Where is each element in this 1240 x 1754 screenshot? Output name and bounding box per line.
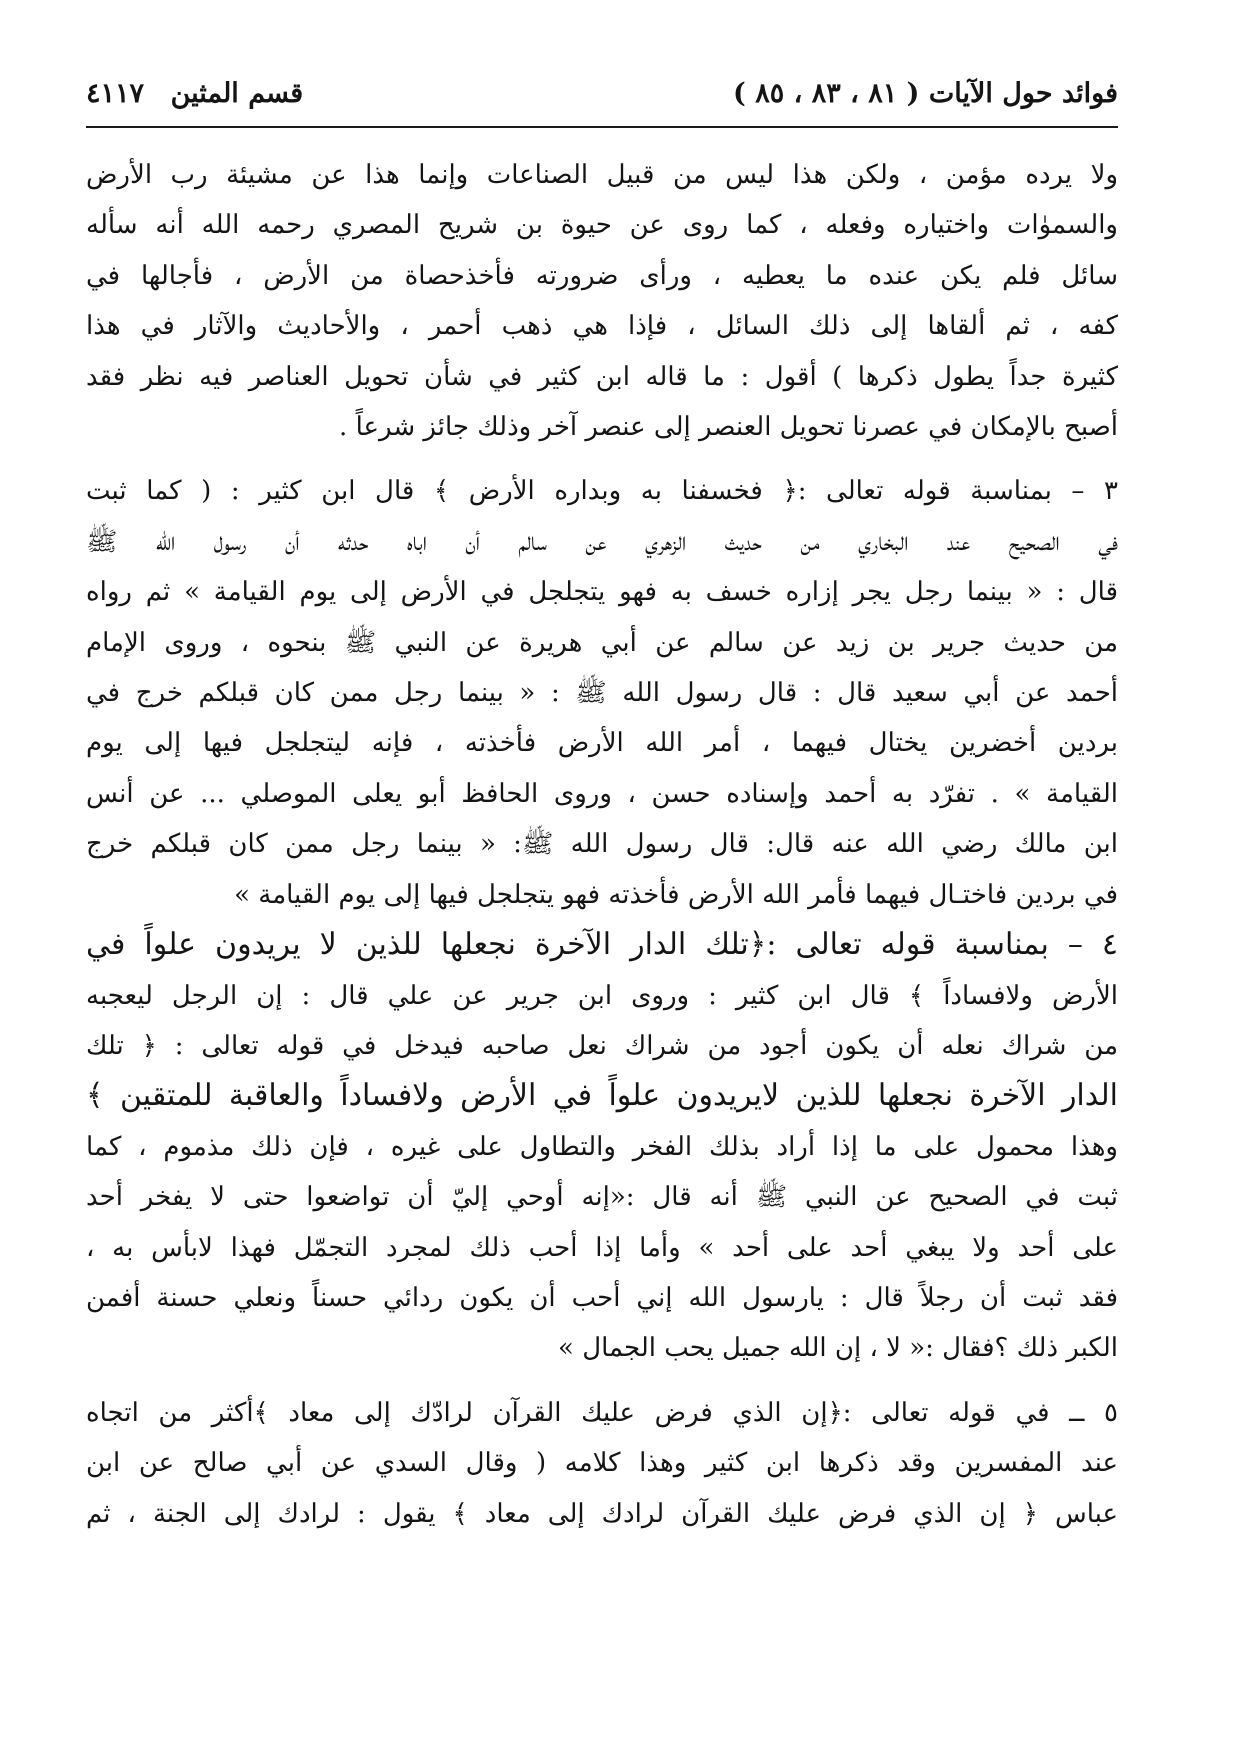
text-line: ٣ – بمناسبة قوله تعالى :﴿ فخسفنا به وبداره الأرض ﴾ قال ابن كثير : ( كما ثبت	[86, 476, 1118, 507]
text-line: سائل فلم يكن عنده ما يعطيه ، ورأى ضرورته فأخذحصاة من الأرض ، فأجالها في	[86, 260, 1118, 291]
page-header	[86, 74, 1118, 126]
body-text	[86, 150, 1118, 1539]
running-title: فوائد حول الآيات ( ٨١ ، ٨٣ ، ٨٥ )	[733, 78, 1118, 109]
paragraph-1	[86, 150, 1118, 452]
header-divider	[86, 126, 1118, 128]
text-line: والسموٰات واختياره وفعله ، كما روى عن حيوة بن شريح المصري رحمه الله أنه سأله	[86, 210, 1118, 241]
page-number: ٤١١٧	[86, 78, 145, 109]
paragraph-4	[86, 1388, 1118, 1539]
text-line: كثيرة جداً يطول ذكرها ) أقول : ما قاله ابن كثير في شأن تحويل العناصر فيه نظر فقد	[86, 361, 1118, 392]
text-line: أصبح بالإمكان في عصرنا تحويل العنصر إلى عنصر آخر وذلك جائز شرعاً .	[339, 412, 1118, 443]
text-line: ولا يرده مؤمن ، ولكن هذا ليس من قبيل الصناعات وإنما هذا عن مشيئة رب الأرض	[86, 160, 1118, 190]
text-line: على أحد ولا يبغي أحد على أحد » وأما إذا أحب ذلك لمجرد التجمّل فهذا لابأس به ،	[86, 1232, 1118, 1263]
text-line: من حديث جرير بن زيد عن سالم عن أبي هريرة عن النبي ﷺ بنحوه ، وروى الإمام	[86, 627, 1118, 658]
text-line: الكبر ذلك ؟فقال :« لا ، إن الله جميل يحب الجمال »	[558, 1333, 1118, 1364]
text-line: أحمد عن أبي سعيد قال : قال رسول الله ﷺ : « بينما رجل ممن كان قبلكم خرج في	[86, 678, 1118, 709]
section-name: قسم المثين	[170, 78, 304, 109]
text-line: ثبت في الصحيح عن النبي ﷺ أنه قال :«إنه أوحي إليّ أن تواضعوا حتى لا يفخر أحد	[86, 1182, 1118, 1213]
section-and-page	[86, 78, 303, 109]
text-line: ٤ – بمناسبة قوله تعالى :﴿تلك الدار الآخرة نجعلها للذين لا يريدون علواً في	[86, 927, 1118, 963]
text-line: عباس ﴿ إن الذي فرض عليك القرآن لرادك إلى معاد ﴾ يقول : لرادك إلى الجنة ، ثم	[86, 1498, 1118, 1529]
text-line: من شراك نعله أن يكون أجود من شراك نعل صاحبه فيدخل في قوله تعالى : ﴿ تلك	[86, 1030, 1118, 1061]
text-line: وهذا محمول على ما إذا أراد بذلك الفخر والتطاول على غيره ، فإن ذلك مذموم ، كما	[86, 1131, 1118, 1162]
text-line: ابن مالك رضي الله عنه قال: قال رسول الله ﷺ: « بينما رجل ممن كان قبلكم خرج	[86, 829, 1118, 860]
text-line: بردين أخضرين يختال فيهما ، أمر الله الأرض فأخذته ، فإنه ليتجلجل فيها إلى يوم	[86, 728, 1118, 759]
text-line: ٥ ــ في قوله تعالى :﴿إن الذي فرض عليك القرآن لرادّك إلى معاد ﴾أكثر من اتجاه	[86, 1397, 1118, 1428]
text-line: عند المفسرين وقد ذكرها ابن كثير وهذا كلامه ( وقال السدي عن أبي صالح عن ابن	[86, 1448, 1118, 1479]
text-line: فقد ثبت أن رجلاً قال : يارسول الله إني أحب أن يكون ردائي حسناً ونعلي حسنة أفمن	[86, 1282, 1118, 1313]
text-line: كفه ، ثم ألقاها إلى ذلك السائل ، فإذا هي ذهب أحمر ، والأحاديث والآثار في هذا	[86, 311, 1118, 342]
text-line: الدار الآخرة نجعلها للذين لايريدون علواً في الأرض ولافساداً والعاقبة للمتقين ﴾	[86, 1078, 1118, 1114]
paragraph-2	[86, 466, 1118, 920]
text-line: الأرض ولافساداً ﴾ قال ابن كثير : وروى ابن جرير عن علي قال : إن الرجل ليعجبه	[86, 980, 1118, 1011]
text-line: في بردين فاختـال فيهما فأمر الله الأرض فأخذته فهو يتجلجل فيها إلى يوم القيامة »	[234, 879, 1118, 910]
text-line: القيامة » . تفرّد به أحمد وإسناده حسن ، وروى الحافظ أبو يعلى الموصلي ... عن أنس	[86, 778, 1118, 809]
text-line: قال : « بينما رجل يجر إزاره خسف به فهو يتجلجل في الأرض إلى يوم القيامة » ثم رواه	[86, 577, 1118, 608]
paragraph-3	[86, 920, 1118, 1374]
text-line: في الصحيح عند البخاري من حديث الزهري عن سالم أن اباه حدثه أن رسول الله ﷺ	[86, 526, 1118, 557]
